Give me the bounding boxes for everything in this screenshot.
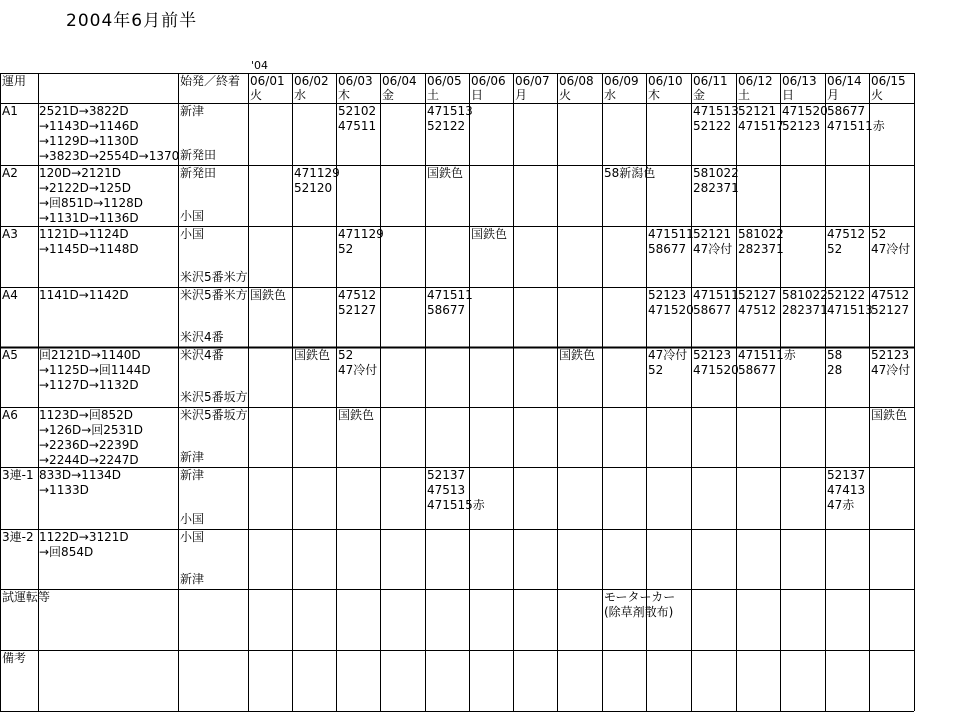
header-date: 06/10 <box>648 74 683 88</box>
day-cell: 52102 47511 <box>338 104 377 133</box>
header-date: 06/02 <box>294 74 329 88</box>
row-name: 3連-2 <box>2 530 34 544</box>
day-cell: 国鉄色 <box>338 408 375 422</box>
header-date: 06/15 <box>871 74 906 88</box>
train-sequence: →126D→回2531D <box>39 423 144 437</box>
day-cell: 471511 58677 <box>648 227 694 256</box>
start-station: 新津 <box>180 104 205 118</box>
train-sequence: →1125D→回1144D <box>39 363 151 377</box>
day-cell: 58 28 <box>827 348 843 377</box>
day-cell: 52123 471520 <box>693 348 739 377</box>
day-cell: 47冷付 52 <box>648 348 688 377</box>
day-cell: 52123 471520 <box>648 288 694 317</box>
end-station: 新発田 <box>180 148 217 162</box>
train-sequence: →2122D→125D <box>39 181 132 195</box>
day-cell: 国鉄色 <box>427 166 464 180</box>
header-date: 06/12 <box>738 74 773 88</box>
header-dow: 火 <box>250 88 263 102</box>
year-mark: '04 <box>251 59 269 72</box>
header-dow: 水 <box>604 88 617 102</box>
train-sequence: 回2121D→1140D <box>39 348 141 362</box>
day-cell: 581022 282371 <box>782 288 828 317</box>
header-date: 06/06 <box>471 74 506 88</box>
train-sequence: →回854D <box>39 545 94 559</box>
day-cell: 47512 52 <box>827 227 866 256</box>
day-cell: 471513 52122 <box>427 104 473 133</box>
train-sequence: 833D→1134D <box>39 468 121 482</box>
day-cell: 581022 282371 <box>738 227 784 256</box>
header-dow: 金 <box>693 88 706 102</box>
header-dow: 木 <box>338 88 351 102</box>
header-dow: 土 <box>738 88 751 102</box>
day-cell: 471511 58677 <box>693 288 739 317</box>
header-date: 06/05 <box>427 74 462 88</box>
header-date: 06/01 <box>250 74 285 88</box>
header-dow: 水 <box>294 88 307 102</box>
train-sequence: 120D→2121D <box>39 166 121 180</box>
train-sequence: →1143D→1146D <box>39 119 139 133</box>
train-sequence: →1131D→1136D <box>39 211 139 225</box>
day-cell: 52122 471513 <box>827 288 873 317</box>
header-dow: 土 <box>427 88 440 102</box>
header-shihatsu: 始発／終着 <box>180 74 241 88</box>
header-dow: 火 <box>559 88 572 102</box>
train-sequence: →1127D→1132D <box>39 378 139 392</box>
day-cell: 52 47冷付 <box>338 348 378 377</box>
header-unyo: 運用 <box>2 74 27 88</box>
day-cell: 52 47冷付 <box>871 227 911 256</box>
row-name: A4 <box>2 288 18 302</box>
start-station: 米沢5番坂方 <box>180 408 248 422</box>
header-dow: 月 <box>827 88 840 102</box>
start-station: 小国 <box>180 227 205 241</box>
header-date: 06/07 <box>515 74 550 88</box>
day-cell: 52137 47513 471515赤 <box>427 468 485 512</box>
page-title: 2004年6月前半 <box>66 11 198 31</box>
train-sequence: →2244D→2247D <box>39 453 139 467</box>
train-sequence: →3823D→2554D→1370 <box>39 149 180 163</box>
header-dow: 金 <box>382 88 395 102</box>
day-cell: 471513 52122 <box>693 104 739 133</box>
end-station: 小国 <box>180 512 205 526</box>
day-cell: 52127 47512 <box>738 288 777 317</box>
train-sequence: →1145D→1148D <box>39 242 139 256</box>
row-name: A3 <box>2 227 18 241</box>
day-cell: 52137 47413 47赤 <box>827 468 866 512</box>
header-dow: 火 <box>871 88 884 102</box>
start-station: 新津 <box>180 468 205 482</box>
day-cell: 471520 52123 <box>782 104 828 133</box>
row-name: A2 <box>2 166 18 180</box>
day-cell: 国鉄色 <box>250 288 287 302</box>
start-station: 米沢4番 <box>180 348 224 362</box>
end-station: 新津 <box>180 450 205 464</box>
header-date: 06/14 <box>827 74 862 88</box>
day-cell: 国鉄色 <box>871 408 908 422</box>
end-station: 米沢5番坂方 <box>180 390 248 404</box>
train-sequence: 1123D→回852D <box>39 408 133 422</box>
header-date: 06/11 <box>693 74 728 88</box>
row-name: 試運転等 <box>2 590 51 604</box>
day-cell: 47512 52127 <box>871 288 910 317</box>
day-cell: 471511赤 58677 <box>738 348 796 377</box>
train-sequence: 1121D→1124D <box>39 227 129 241</box>
day-cell: 471511 58677 <box>427 288 473 317</box>
train-sequence: 1122D→3121D <box>39 530 129 544</box>
train-sequence: →1133D <box>39 483 89 497</box>
row-name: A6 <box>2 408 18 422</box>
train-sequence: →回851D→1128D <box>39 196 144 210</box>
start-station: 米沢5番米方 <box>180 288 248 302</box>
day-cell: 58677 471511赤 <box>827 104 885 133</box>
header-dow: 日 <box>471 88 484 102</box>
row-name: 備考 <box>2 651 27 665</box>
header-date: 06/13 <box>782 74 817 88</box>
row-name: A5 <box>2 348 18 362</box>
start-station: 小国 <box>180 530 205 544</box>
train-sequence: →1129D→1130D <box>39 134 139 148</box>
day-cell: 52121 47冷付 <box>693 227 733 256</box>
header-date: 06/08 <box>559 74 594 88</box>
day-cell: 471129 52120 <box>294 166 340 195</box>
row-name: A1 <box>2 104 18 118</box>
header-date: 06/09 <box>604 74 639 88</box>
header-dow: 木 <box>648 88 661 102</box>
day-cell: 471129 52 <box>338 227 384 256</box>
day-cell: 国鉄色 <box>294 348 331 362</box>
header-dow: 月 <box>515 88 528 102</box>
row-name: 3連-1 <box>2 468 34 482</box>
end-station: 米沢5番米方 <box>180 270 248 284</box>
header-date: 06/03 <box>338 74 373 88</box>
train-sequence: →2236D→2239D <box>39 438 139 452</box>
end-station: 米沢4番 <box>180 330 224 344</box>
day-cell: 国鉄色 <box>471 227 508 241</box>
day-cell: 47512 52127 <box>338 288 377 317</box>
day-cell: 52121 471517 <box>738 104 784 133</box>
day-cell: 58新潟色 <box>604 166 656 180</box>
train-sequence: 2521D→3822D <box>39 104 129 118</box>
day-cell: 52123 47冷付 <box>871 348 911 377</box>
day-cell: モーターカー (除草剤散布) <box>604 590 676 619</box>
day-cell: 581022 282371 <box>693 166 739 195</box>
train-sequence: 1141D→1142D <box>39 288 129 302</box>
header-dow: 日 <box>782 88 795 102</box>
end-station: 新津 <box>180 572 205 586</box>
header-date: 06/04 <box>382 74 417 88</box>
day-cell: 国鉄色 <box>559 348 596 362</box>
start-station: 新発田 <box>180 166 217 180</box>
end-station: 小国 <box>180 209 205 223</box>
